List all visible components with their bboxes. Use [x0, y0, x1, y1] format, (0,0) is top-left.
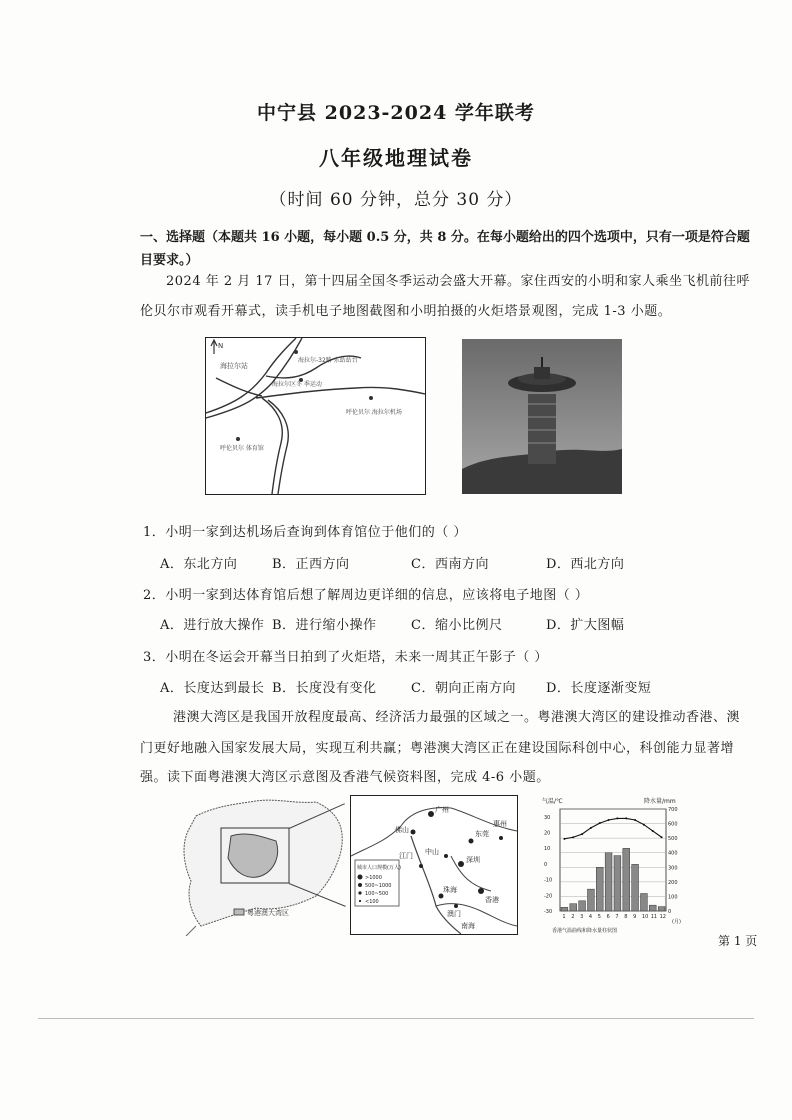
precip-bar: [641, 894, 648, 911]
temperature-point: [625, 817, 627, 819]
month-tick-label: 5: [597, 914, 601, 920]
question-1: 1．小明一家到达机场后查询到体育馆位于他们的（ ）: [143, 525, 467, 540]
q1-option-b[interactable]: B．正西方向: [272, 557, 350, 572]
city-huizhou: 惠州: [493, 820, 507, 828]
bay-area-map: [350, 795, 518, 935]
passage2-line3: 强。读下面粤港澳大湾区示意图及香港气候资料图，完成 4-6 小题。: [140, 770, 550, 785]
q2-option-b[interactable]: B．进行缩小操作: [272, 618, 377, 633]
exam-subject: 八年级地理试卷: [319, 146, 473, 170]
q1-option-a[interactable]: A．东北方向: [160, 557, 238, 572]
north-label: N: [218, 342, 224, 350]
page-divider: [38, 1018, 754, 1019]
legend-item-2: 500~1000: [365, 883, 392, 889]
temperature-point: [581, 833, 583, 835]
guangdong-map: [176, 796, 354, 936]
q3-option-b[interactable]: B．长度没有变化: [272, 681, 377, 696]
temp-tick-label: -20: [544, 893, 553, 900]
month-tick-label: 12: [659, 914, 666, 920]
temperature-point: [608, 819, 610, 821]
x-unit-label: (月): [672, 919, 681, 925]
month-tick-label: 8: [624, 914, 628, 920]
temp-tick-label: 30: [544, 814, 551, 821]
city-dongguan: 东莞: [475, 830, 489, 838]
hongkong-climate-chart: [540, 795, 690, 935]
precip-bar: [632, 864, 639, 911]
precip-tick-label: 0: [668, 909, 672, 915]
city-hongkong: 香港: [485, 896, 499, 904]
precip-bar: [579, 901, 586, 911]
passage2-line2: 门更好地融入国家发展大局，实现互利共赢；粤港澳大湾区正在建设国际科创中心，科创能力显著增: [140, 741, 735, 756]
q3-option-a[interactable]: A．长度达到最长: [160, 681, 265, 696]
q3-option-d[interactable]: D．长度逐渐变短: [546, 681, 652, 696]
temperature-point: [616, 817, 618, 819]
question-2: 2．小明一家到达体育馆后想了解周边更详细的信息，应该将电子地图（ ）: [143, 588, 589, 603]
q1-option-d[interactable]: D．西北方向: [546, 557, 625, 572]
precip-bar: [561, 907, 568, 911]
page-number: 第 1 页: [718, 934, 758, 948]
temperature-point: [563, 838, 565, 840]
temperature-point: [599, 822, 601, 824]
sea-label: 南海: [461, 922, 475, 930]
map1-label-station: 海拉尔站: [220, 362, 248, 370]
map1-label-gym: 呼伦贝尔 体育馆: [220, 445, 264, 452]
precip-bar: [623, 848, 630, 911]
q1-option-c[interactable]: C．西南方向: [411, 557, 489, 572]
precip-tick-label: 600: [668, 821, 678, 828]
temperature-point: [634, 819, 636, 821]
passage2-line1: 港澳大湾区是我国开放程度最高、经济活力最强的区域之一。粤港澳大湾区的建设推动香港、澳: [173, 710, 741, 725]
chart-title: 香港气温曲线和降水量柱状图: [552, 928, 618, 934]
city-shenzhen: 深圳: [466, 856, 480, 864]
precip-bar: [605, 853, 612, 911]
section-heading: 一、选择题（本题共 16 小题，每小题 0.5 分，共 8 分。在每小题给出的四个选项中，只有一项是符合题目要求。）: [140, 230, 750, 268]
month-tick-label: 9: [633, 914, 637, 920]
month-tick-label: 1: [562, 914, 566, 920]
temperature-point: [661, 836, 663, 838]
map1-label-airport: 呼伦贝尔 海拉尔机场: [346, 409, 402, 416]
precip-bar: [570, 904, 577, 911]
temperature-point: [590, 827, 592, 829]
month-tick-label: 7: [615, 914, 619, 920]
precip-bar: [596, 867, 603, 911]
chart-frame: [560, 809, 666, 911]
temp-tick-label: -10: [544, 877, 553, 884]
precip-bar: [588, 889, 595, 911]
temperature-point: [652, 830, 654, 832]
precip-bar: [658, 907, 665, 911]
q2-option-d[interactable]: D．扩大图幅: [546, 618, 625, 633]
precip-tick-label: 100: [668, 894, 678, 901]
city-zhongshan: 中山: [425, 848, 439, 856]
question-3: 3．小明在冬运会开幕当日拍到了火炬塔，未来一周其正午影子（ ）: [143, 650, 548, 665]
bay-area-legend: 粤港澳大湾区: [247, 909, 289, 917]
exam-title: 中宁县 2023-2024 学年联考: [257, 102, 535, 124]
city-zhuhai: 珠海: [443, 886, 457, 894]
temp-axis-label: 气温/℃: [542, 798, 563, 805]
city-foshan: 佛山: [395, 826, 409, 834]
precip-bar: [614, 856, 621, 911]
month-tick-label: 11: [650, 914, 658, 920]
temp-tick-label: -30: [544, 909, 553, 915]
month-tick-label: 10: [641, 914, 649, 920]
city-jiangmen: 江门: [399, 852, 413, 860]
precip-bar: [649, 905, 656, 911]
city-map-svg: [206, 338, 425, 494]
torch-tower-photo: [462, 339, 622, 494]
city-guangzhou: 广州: [435, 806, 449, 814]
temp-tick-label: 0: [544, 861, 548, 868]
temperature-point: [572, 836, 574, 838]
city-map: [205, 337, 426, 495]
q2-option-c[interactable]: C．缩小比例尺: [411, 618, 503, 633]
temperature-line: [564, 818, 661, 838]
temp-tick-label: 10: [544, 846, 551, 853]
legend-title: 城市人口规模(万人): [357, 865, 401, 871]
temperature-point: [643, 824, 645, 826]
q2-option-a[interactable]: A．进行放大操作: [160, 618, 265, 633]
q3-option-c[interactable]: C．朝向正南方向: [411, 681, 516, 696]
legend-item-1: >1000: [365, 875, 382, 881]
month-tick-label: 3: [580, 914, 584, 920]
legend-item-3: 100~500: [365, 891, 389, 897]
passage1-line1: 2024 年 2 月 17 日，第十四届全国冬季运动会盛大开幕。家住西安的小明和家人乘坐飞机前往呼: [166, 274, 751, 289]
city-macau: 澳门: [447, 910, 461, 918]
month-tick-label: 2: [571, 914, 575, 920]
temp-tick-label: 20: [544, 830, 551, 837]
precip-axis-label: 降水量/mm: [644, 798, 676, 805]
climate-chart-svg: [540, 795, 690, 935]
exam-info: （时间 60 分钟，总分 30 分）: [269, 190, 523, 210]
precip-tick-label: 500: [668, 836, 678, 843]
precip-tick-label: 400: [668, 850, 678, 857]
map1-label-east-station: 海拉尔-32路 东站站台: [298, 357, 358, 364]
month-tick-label: 4: [588, 914, 593, 920]
precip-tick-label: 300: [668, 865, 678, 872]
month-tick-label: 6: [606, 914, 610, 920]
precip-tick-label: 700: [668, 807, 678, 813]
precip-tick-label: 200: [668, 879, 678, 886]
legend-item-4: <100: [365, 899, 379, 905]
passage1-line2: 伦贝尔市观看开幕式，读手机电子地图截图和小明拍摄的火炬塔景观图，完成 1-3 小题。: [140, 304, 672, 319]
map1-label-winter-sports: 海拉尔区冬 季运动: [272, 381, 322, 388]
